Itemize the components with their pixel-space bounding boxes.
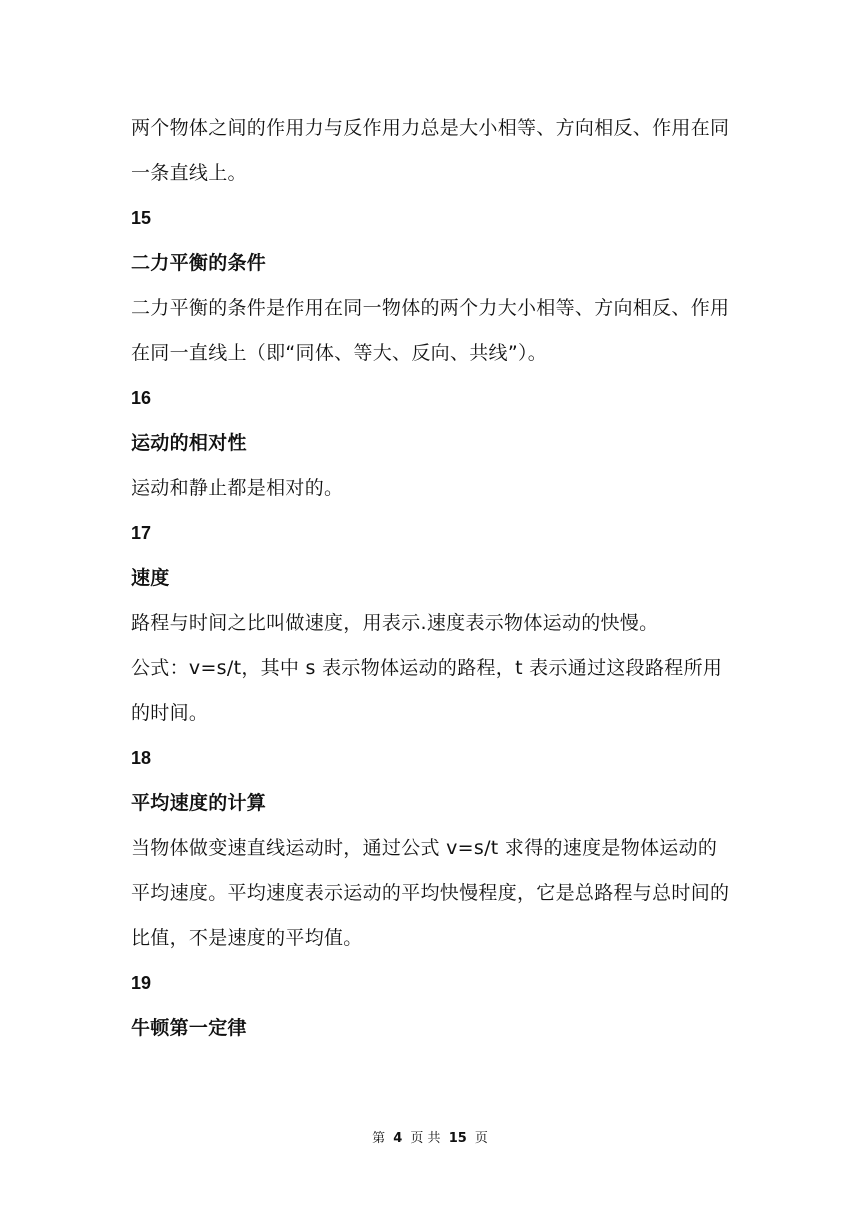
- page-footer: [0, 1127, 860, 1146]
- section-heading: 牛顿第一定律: [131, 1017, 247, 1039]
- current-page-number: 4: [393, 1131, 403, 1146]
- section-number: 19: [131, 973, 152, 993]
- section-heading: 平均速度的计算: [131, 792, 267, 814]
- section-heading: 速度: [131, 567, 170, 589]
- section-heading: 二力平衡的条件: [131, 252, 267, 274]
- paragraph: 当物体做变速直线运动时，通过公式 v=s/t 求得的速度是物体运动的平均速度。平均速度表示运动的平均快慢程度，它是总路程与总时间的比值，不是速度的平均值。: [131, 837, 730, 949]
- paragraph: 路程与时间之比叫做速度，用表示.速度表示物体运动的快慢。: [131, 612, 659, 634]
- paragraph: 运动和静止都是相对的。: [131, 477, 344, 499]
- paragraph: 公式：v=s/t，其中 s 表示物体运动的路程，t 表示通过这段路程所用的时间。: [131, 657, 723, 724]
- page-content: [131, 106, 731, 1051]
- section-number: 16: [131, 388, 152, 408]
- section-number: 18: [131, 748, 152, 768]
- paragraph: 两个物体之间的作用力与反作用力总是大小相等、方向相反、作用在同一条直线上。: [131, 117, 730, 184]
- footer-middle: 页 共: [410, 1131, 441, 1146]
- total-page-count: 15: [448, 1131, 467, 1146]
- section-heading: 运动的相对性: [131, 432, 247, 454]
- paragraph: 二力平衡的条件是作用在同一物体的两个力大小相等、方向相反、作用在同一直线上（即“同体、等大、反向、共线”）。: [131, 297, 730, 364]
- section-number: 15: [131, 208, 152, 228]
- footer-suffix: 页: [474, 1131, 488, 1146]
- footer-prefix: 第: [372, 1131, 386, 1146]
- section-number: 17: [131, 523, 152, 543]
